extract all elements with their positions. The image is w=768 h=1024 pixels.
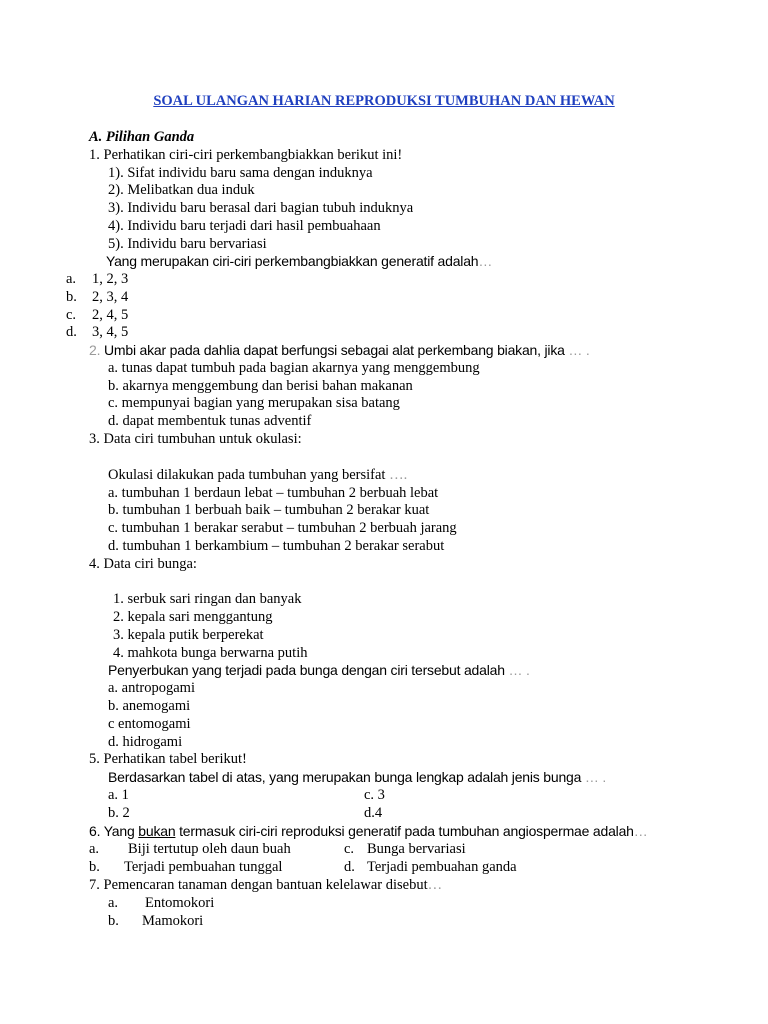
- question-1-item: 2). Melibatkan dua induk: [108, 182, 255, 198]
- question-7-option: Mamokori: [142, 913, 204, 929]
- question-1-option: b.: [66, 289, 77, 305]
- question-1-option: a.: [66, 271, 77, 287]
- question-1-option-text: 2, 4, 5: [92, 307, 129, 323]
- question-7-option-letter: b.: [108, 913, 119, 929]
- question-1-item: 3). Individu baru berasal dari bagian tubuh induknya: [108, 200, 414, 216]
- question-6-option-letter: b.: [89, 859, 100, 875]
- question-7-option: Entomokori: [145, 895, 215, 911]
- question-5-option: b. 2: [108, 805, 130, 821]
- question-1-item: 1). Sifat individu baru sama dengan induknya: [108, 165, 373, 181]
- question-2-option: b. akarnya menggembung dan berisi bahan makanan: [108, 378, 413, 394]
- question-1-option: d.: [66, 324, 77, 340]
- question-5-option: a. 1: [108, 787, 129, 803]
- question-1-option-text: 3, 4, 5: [92, 324, 129, 340]
- question-1-item: 5). Individu baru bervariasi: [108, 236, 267, 252]
- question-3-option: b. tumbuhan 1 berbuah baik – tumbuhan 2 berakar kuat: [108, 502, 430, 518]
- question-7-stem: 7. Pemencaran tanaman dengan bantuan kelelawar disebut…: [89, 877, 443, 893]
- question-3-stem: 3. Data ciri tumbuhan untuk okulasi:: [89, 431, 302, 447]
- page-title: SOAL ULANGAN HARIAN REPRODUKSI TUMBUHAN DAN HEWAN: [153, 93, 615, 109]
- question-2-option: a. tunas dapat tumbuh pada bagian akarnya yang menggembung: [108, 360, 480, 376]
- question-2-stem: 2. Umbi akar pada dahlia dapat berfungsi sebagai alat perkembang biakan, jika … .: [89, 342, 590, 358]
- question-6-option: Biji tertutup oleh daun buah: [128, 841, 291, 857]
- question-1-option: c.: [66, 307, 77, 323]
- question-4-option: d. hidrogami: [108, 734, 183, 750]
- question-4-item: 2. kepala sari menggantung: [113, 609, 273, 625]
- question-6-option-letter: a.: [89, 841, 100, 857]
- emphasis-underline: bukan: [138, 823, 176, 839]
- question-3-option: c. tumbuhan 1 berakar serabut – tumbuhan 2 berbuah jarang: [108, 520, 457, 536]
- question-1-option-text: 1, 2, 3: [92, 271, 129, 287]
- question-5-stem: 5. Perhatikan tabel berikut!: [89, 751, 247, 767]
- question-6-option: Bunga bervariasi: [367, 841, 466, 857]
- question-1-stem: 1. Perhatikan ciri-ciri perkembangbiakkan berikut ini!: [89, 147, 403, 163]
- question-2-option: d. dapat membentuk tunas adventif: [108, 413, 312, 429]
- question-4-item: 1. serbuk sari ringan dan banyak: [113, 591, 302, 607]
- question-5-option: c. 3: [364, 787, 385, 803]
- question-7-option-letter: a.: [108, 895, 119, 911]
- question-3-prompt: Okulasi dilakukan pada tumbuhan yang bersifat ….: [108, 467, 408, 483]
- question-4-item: 3. kepala putik berperekat: [113, 627, 264, 643]
- question-2-option: c. mempunyai bagian yang merupakan sisa batang: [108, 395, 400, 411]
- question-4-prompt: Penyerbukan yang terjadi pada bunga dengan ciri tersebut adalah … .: [108, 662, 530, 678]
- question-4-option: b. anemogami: [108, 698, 191, 714]
- question-4-option: a. antropogami: [108, 680, 195, 696]
- question-3-option: a. tumbuhan 1 berdaun lebat – tumbuhan 2 berbuah lebat: [108, 485, 439, 501]
- question-4-item: 4. mahkota bunga berwarna putih: [113, 645, 308, 661]
- question-1-prompt: Yang merupakan ciri-ciri perkembangbiakkan generatif adalah…: [106, 253, 493, 269]
- question-5-option: d.4: [364, 805, 383, 821]
- question-6-option: Terjadi pembuahan tunggal: [124, 859, 283, 875]
- question-3-option: d. tumbuhan 1 berkambium – tumbuhan 2 berakar serabut: [108, 538, 445, 554]
- question-1-option-text: 2, 3, 4: [92, 289, 129, 305]
- question-4-stem: 4. Data ciri bunga:: [89, 556, 197, 572]
- question-6-option: Terjadi pembuahan ganda: [367, 859, 517, 875]
- question-6-stem: 6. Yang bukan termasuk ciri-ciri reproduksi generatif pada tumbuhan angiospermae adalah…: [89, 823, 648, 839]
- question-1-item: 4). Individu baru terjadi dari hasil pembuahaan: [108, 218, 381, 234]
- question-4-option: c entomogami: [108, 716, 191, 732]
- section-heading: A. Pilihan Ganda: [89, 129, 195, 145]
- question-5-prompt: Berdasarkan tabel di atas, yang merupakan bunga lengkap adalah jenis bunga … .: [108, 769, 607, 785]
- question-6-option-letter: d.: [344, 859, 355, 875]
- question-6-option-letter: c.: [344, 841, 355, 857]
